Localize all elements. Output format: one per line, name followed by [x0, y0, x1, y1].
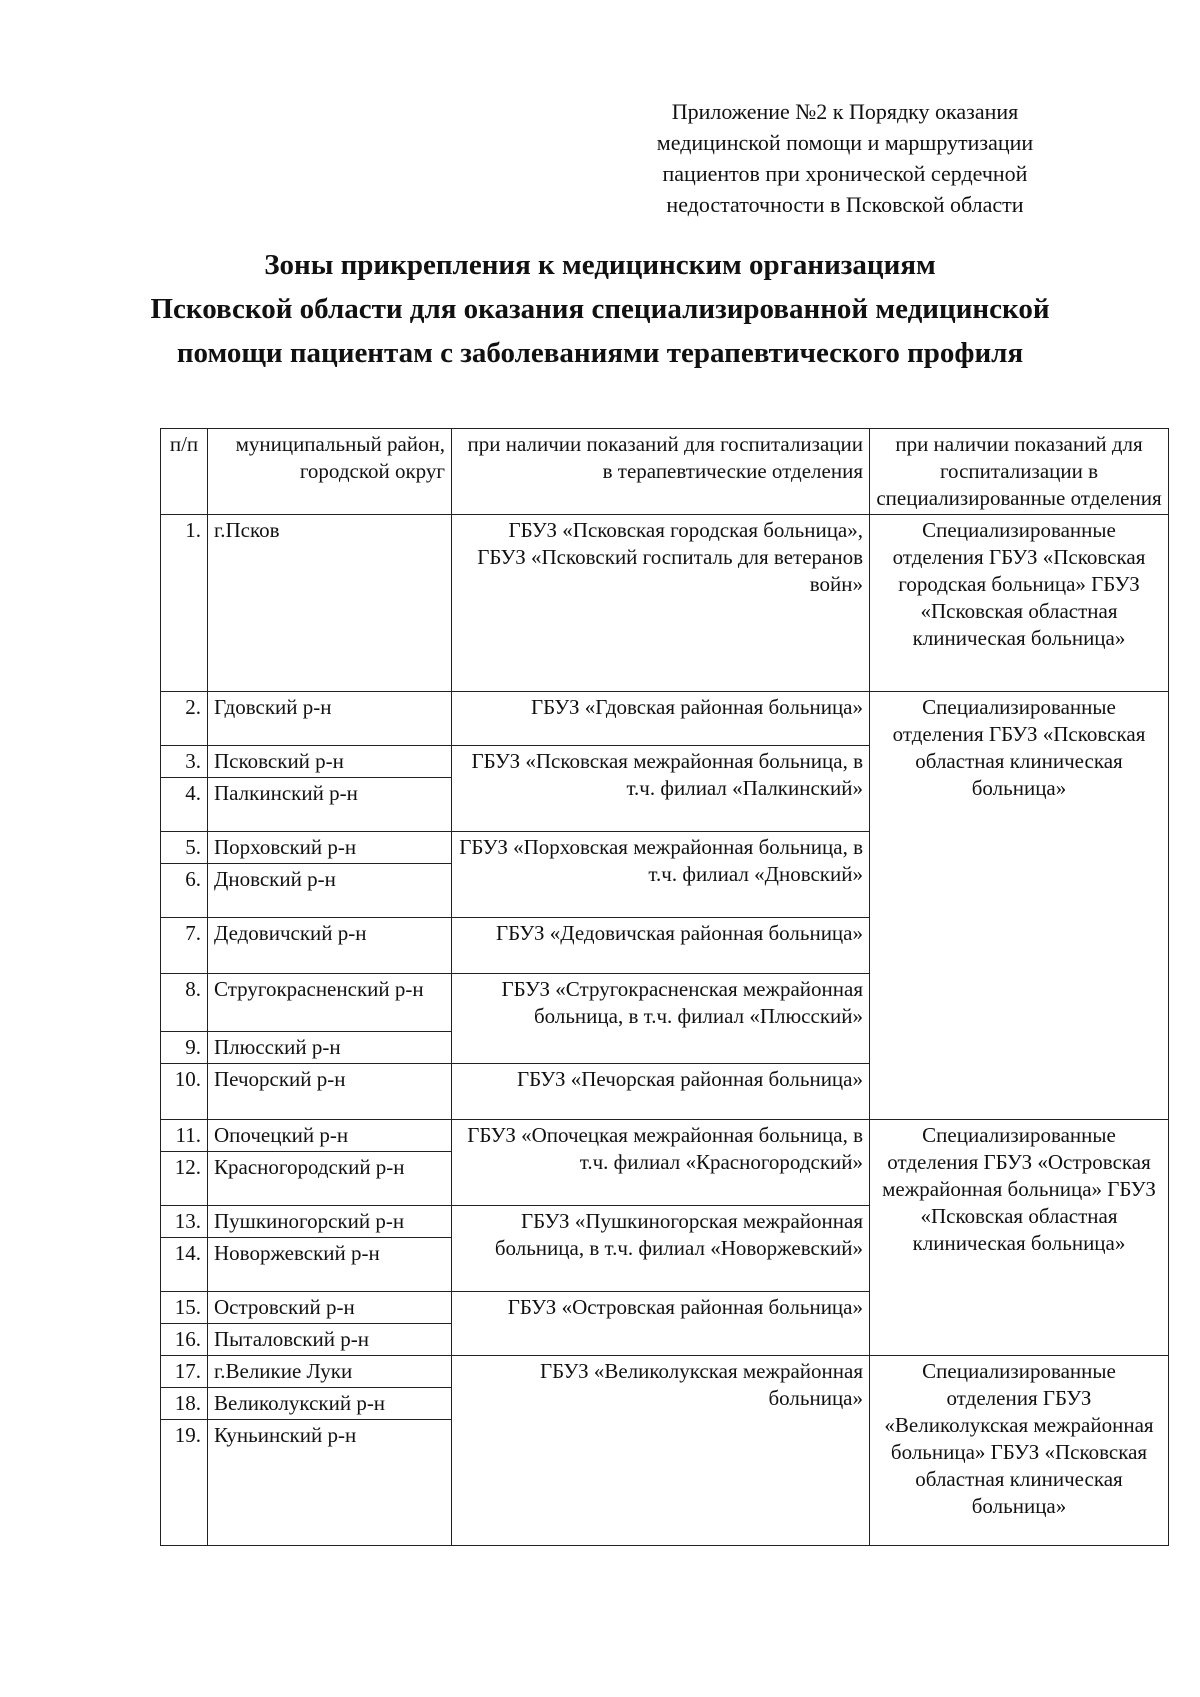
- row-number: 18.: [161, 1388, 208, 1420]
- row-number: 12.: [161, 1152, 208, 1206]
- header-therapeutic: при наличии показаний для госпитализации в терапевтические отделения: [452, 429, 870, 515]
- therapeutic-hospital: ГБУЗ «Стругокрасненская межрайонная больница, в т.ч. филиал «Плюсский»: [452, 974, 870, 1064]
- therapeutic-hospital: ГБУЗ «Печорская районная больница»: [452, 1064, 870, 1120]
- specialized-hospital: Специализированные отделения ГБУЗ «Великолукская межрайонная больница» ГБУЗ «Псковская областная клиническая больница»: [870, 1356, 1169, 1546]
- row-number: 2.: [161, 692, 208, 746]
- specialized-hospital: Специализированные отделения ГБУЗ «Псковская областная клиническая больница»: [870, 692, 1169, 1120]
- district-name: Опочецкий р-н: [208, 1120, 452, 1152]
- therapeutic-hospital: ГБУЗ «Пушкиногорская межрайонная больница, в т.ч. филиал «Новоржевский»: [452, 1206, 870, 1292]
- therapeutic-hospital: ГБУЗ «Опочецкая межрайонная больница, в т.ч. филиал «Красногородский»: [452, 1120, 870, 1206]
- row-number: 13.: [161, 1206, 208, 1238]
- appendix-line: недостаточности в Псковской области: [666, 192, 1024, 217]
- title-line: Псковской области для оказания специализированной медицинской: [150, 293, 1050, 325]
- district-name: Дновский р-н: [208, 864, 452, 918]
- header-specialized: при наличии показаний для госпитализации в специализированные отделения: [870, 429, 1169, 515]
- specialized-hospital: Специализированные отделения ГБУЗ «Псковская городская больница» ГБУЗ «Псковская областная клиническая больница»: [870, 515, 1169, 692]
- row-number: 6.: [161, 864, 208, 918]
- row-number: 17.: [161, 1356, 208, 1388]
- therapeutic-hospital: ГБУЗ «Порховская межрайонная больница, в т.ч. филиал «Дновский»: [452, 832, 870, 918]
- district-name: г.Великие Луки: [208, 1356, 452, 1388]
- row-number: 4.: [161, 778, 208, 832]
- row-number: 1.: [161, 515, 208, 692]
- row-number: 5.: [161, 832, 208, 864]
- header-district: муниципальный район, городской округ: [208, 429, 452, 515]
- row-number: 19.: [161, 1420, 208, 1546]
- appendix-note: [600, 96, 1090, 220]
- district-name: Пыталовский р-н: [208, 1324, 452, 1356]
- table-header-row: [161, 429, 1169, 515]
- therapeutic-hospital: ГБУЗ «Гдовская районная больница»: [452, 692, 870, 746]
- therapeutic-hospital: ГБУЗ «Псковская межрайонная больница, в т.ч. филиал «Палкинский»: [452, 746, 870, 832]
- title-line: помощи пациентам с заболеваниями терапевтического профиля: [176, 337, 1024, 369]
- district-name: Плюсский р-н: [208, 1032, 452, 1064]
- district-name: Красногородский р-н: [208, 1152, 452, 1206]
- specialized-hospital: Специализированные отделения ГБУЗ «Островская межрайонная больница» ГБУЗ «Псковская областная клиническая больница»: [870, 1120, 1169, 1356]
- title-line: Зоны прикрепления к медицинским организациям: [264, 249, 936, 281]
- district-name: Новоржевский р-н: [208, 1238, 452, 1292]
- appendix-line: Приложение №2 к Порядку оказания: [671, 99, 1019, 124]
- table-row: [161, 692, 1169, 746]
- table-row: [161, 515, 1169, 692]
- table-row: [161, 1120, 1169, 1152]
- district-name: Дедовичский р-н: [208, 918, 452, 974]
- document-title: [0, 243, 1200, 375]
- header-number: п/п: [161, 429, 208, 515]
- district-name: Печорский р-н: [208, 1064, 452, 1120]
- row-number: 9.: [161, 1032, 208, 1064]
- district-name: Великолукский р-н: [208, 1388, 452, 1420]
- district-name: Пушкиногорский р-н: [208, 1206, 452, 1238]
- appendix-line: пациентов при хронической сердечной: [662, 161, 1028, 186]
- attachment-zones-table: [160, 428, 1169, 1546]
- table-row: [161, 1356, 1169, 1388]
- district-name: Псковский р-н: [208, 746, 452, 778]
- row-number: 10.: [161, 1064, 208, 1120]
- row-number: 11.: [161, 1120, 208, 1152]
- district-name: Гдовский р-н: [208, 692, 452, 746]
- district-name: г.Псков: [208, 515, 452, 692]
- district-name: Островский р-н: [208, 1292, 452, 1324]
- row-number: 3.: [161, 746, 208, 778]
- district-name: Стругокрасненский р-н: [208, 974, 452, 1032]
- row-number: 16.: [161, 1324, 208, 1356]
- district-name: Палкинский р-н: [208, 778, 452, 832]
- district-name: Куньинский р-н: [208, 1420, 452, 1546]
- therapeutic-hospital: ГБУЗ «Псковская городская больница», ГБУЗ «Псковский госпиталь для ветеранов войн»: [452, 515, 870, 692]
- row-number: 15.: [161, 1292, 208, 1324]
- row-number: 14.: [161, 1238, 208, 1292]
- therapeutic-hospital: ГБУЗ «Дедовичская районная больница»: [452, 918, 870, 974]
- district-name: Порховский р-н: [208, 832, 452, 864]
- appendix-line: медицинской помощи и маршрутизации: [656, 130, 1034, 155]
- therapeutic-hospital: ГБУЗ «Островская районная больница»: [452, 1292, 870, 1356]
- row-number: 7.: [161, 918, 208, 974]
- row-number: 8.: [161, 974, 208, 1032]
- therapeutic-hospital: ГБУЗ «Великолукская межрайонная больница»: [452, 1356, 870, 1546]
